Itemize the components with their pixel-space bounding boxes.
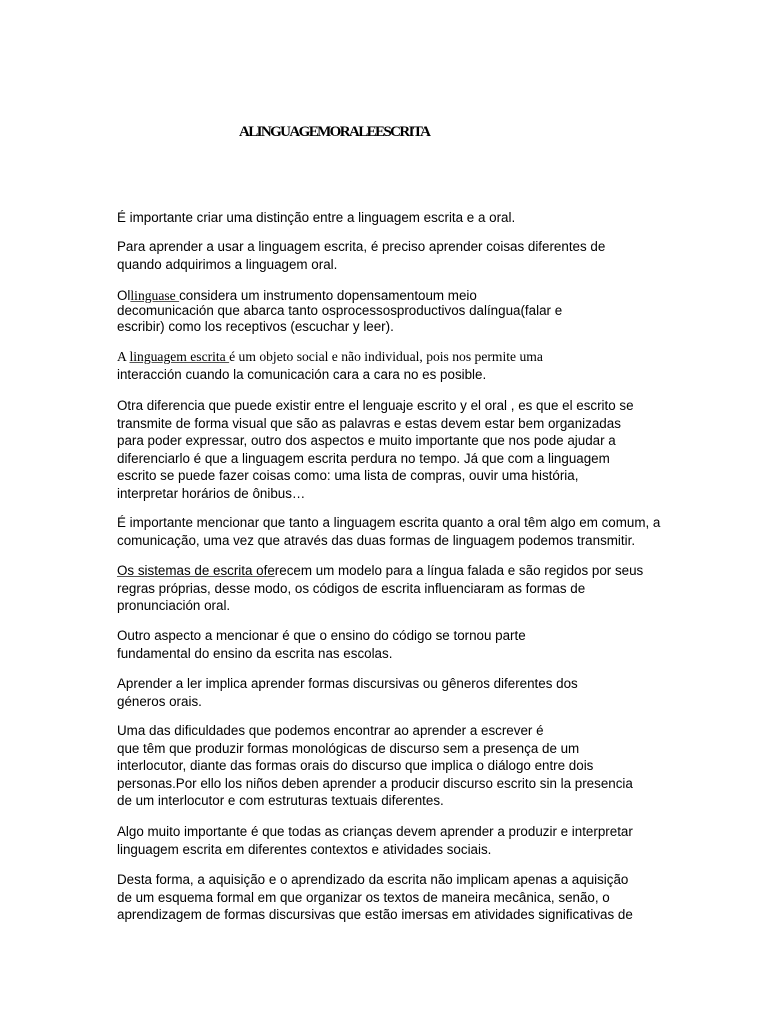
paragraph-10 <box>117 722 633 810</box>
paragraph-line: Otra diferencia que puede existir entre el lenguaje escrito y el oral , es que el escrito se <box>117 398 634 413</box>
paragraph-line: quando adquirimos a linguagem oral. <box>117 256 338 272</box>
paragraph-line: géneros orais. <box>117 693 202 709</box>
paragraph-line: interlocutor, diante das formas orais do discurso que implica o diálogo entre dois <box>117 758 594 774</box>
paragraph-2 <box>117 238 605 273</box>
paragraph-1 <box>117 209 515 227</box>
paragraph-line: escribir) como los receptivos (escuchar y leer). <box>117 318 394 334</box>
paragraph-line: pronunciación oral. <box>117 598 231 614</box>
linguase-link[interactable]: linguase <box>130 288 180 303</box>
paragraph-11 <box>117 823 633 858</box>
text-run: A <box>117 349 130 364</box>
paragraph-line: Outro aspecto a mencionar é que o ensino do código se tornou parte <box>117 628 526 643</box>
paragraph-line: comunicação, uma vez que através das duas formas de linguagem podemos transmitir. <box>117 532 636 548</box>
paragraph-line: transmite de forma visual que são as palavras e estas devem estar bem organizadas <box>117 415 621 431</box>
paragraph-line: Para aprender a usar a linguagem escrita, é preciso aprender coisas diferentes de <box>117 239 606 254</box>
paragraph-line <box>117 348 543 366</box>
paragraph-6 <box>117 514 660 549</box>
paragraph-3 <box>117 288 562 334</box>
paragraph-line: Algo muito importante é que todas as crianças devem aprender a produzir e interpretar <box>117 824 633 839</box>
paragraph-line: regras próprias, desse modo, os códigos de escrita influenciaram as formas de <box>117 580 586 596</box>
text-run: considera um instrumento dopensamentoum meio <box>179 288 477 303</box>
paragraph-4 <box>117 348 543 383</box>
paragraph-line: diferenciarlo é que a linguagem escrita perdura no tempo. Já que com a linguagem <box>117 450 610 466</box>
paragraph-8 <box>117 627 526 662</box>
text-run: recem um modelo para a língua falada e são regidos por seus <box>274 563 644 578</box>
paragraph-line: personas.Por ello los niños deben aprender a producir discurso escrito sin la presencia <box>117 775 633 791</box>
paragraph-line: Uma das dificuldades que podemos encontrar ao aprender a escrever é <box>117 723 544 738</box>
paragraph-line: fundamental do ensino da escrita nas escolas. <box>117 645 393 661</box>
paragraph-line <box>117 288 562 303</box>
paragraph-line: É importante mencionar que tanto a linguagem escrita quanto a oral têm algo em comum, a <box>117 515 661 530</box>
paragraph-line: de um esquema formal em que organizar os textos de maneira mecânica, senão, o <box>117 889 610 905</box>
linguagem-escrita-link[interactable]: linguagem escrita <box>129 349 230 364</box>
paragraph-9 <box>117 675 578 710</box>
paragraph-line: que têm que produzir formas monológicas de discurso sem a presença de um <box>117 740 580 756</box>
paragraph-line: de um interlocutor e com estruturas textuais diferentes. <box>117 793 444 809</box>
paragraph-line: Desta forma, a aquisição e o aprendizado da escrita não implicam apenas a aquisição <box>117 872 629 887</box>
text-run: é um objeto social e não individual, pois nos permite uma <box>229 349 543 364</box>
paragraph-line: aprendizagem de formas discursivas que estão imersas em atividades significativas de <box>117 907 633 923</box>
paragraph-line: É importante criar uma distinção entre a linguagem escrita e a oral. <box>117 210 516 225</box>
paragraph-5 <box>117 397 634 503</box>
paragraph-line <box>117 562 643 580</box>
paragraph-12 <box>117 871 633 924</box>
text-run: Ol <box>117 288 131 303</box>
sistemas-de-escrita-link[interactable]: Os sistemas de escrita ofe <box>117 563 275 578</box>
paragraph-line: escrito se puede fazer coisas como: uma lista de compras, ouvir uma história, <box>117 468 579 484</box>
paragraph-line: interpretar horários de ônibus… <box>117 485 306 501</box>
paragraph-line: para poder expressar, outro dos aspectos e muito importante que nos pode ajudar a <box>117 433 616 449</box>
paragraph-line: Aprender a ler implica aprender formas discursivas ou gêneros diferentes dos <box>117 676 578 691</box>
paragraph-7 <box>117 562 643 615</box>
paragraph-line: interacción cuando la comunicación cara a cara no es posible. <box>117 366 487 382</box>
paragraph-line: linguagem escrita em diferentes contextos e atividades sociais. <box>117 841 492 857</box>
document-title: ALINGUAGEMORALEESCRITA <box>239 124 430 140</box>
paragraph-line: decomunicación que abarca tanto osprocessosproductivos dalíngua(falar e <box>117 303 563 319</box>
